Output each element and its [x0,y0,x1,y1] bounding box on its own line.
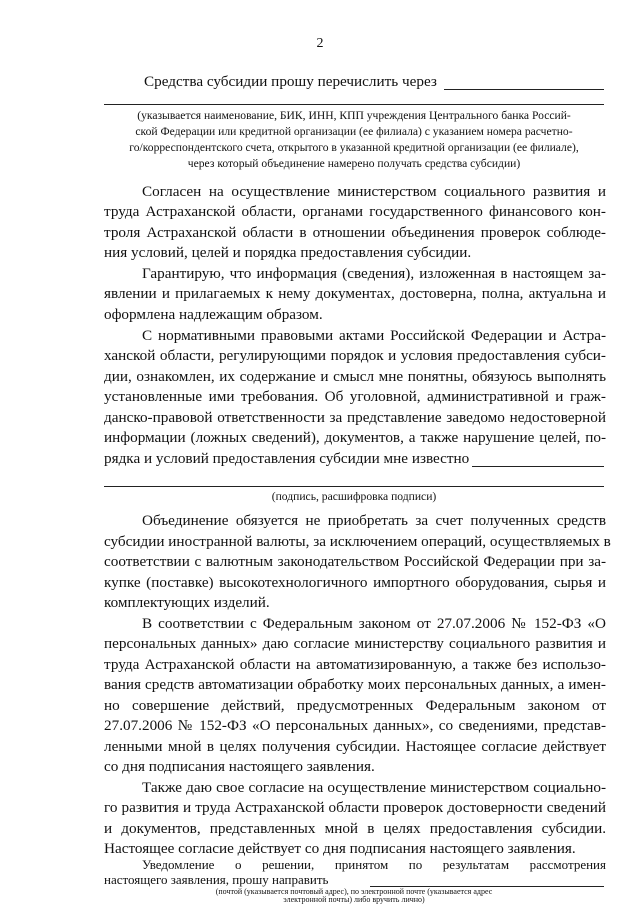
text-line: Также даю свое согласие на осуществление министерством социально- [142,779,606,796]
text-line: настоящего заявления, прошу направить [104,872,329,887]
signature-field-line-a[interactable] [472,466,604,467]
text-line: информации (ложных сведений), документов, а также нарушение целей, по- [104,429,606,446]
text-line: Гарантирую, что информация (сведения), изложенная в настоящем за- [142,265,606,282]
text-line: соответствии с валютным законодательством Российской Федерации при за- [104,553,606,570]
text-line: субсидии иностранной валюты, за исключением операций, осуществляемых в [104,533,611,550]
text-line: данско-правовой ответственности за представление заведомо недостоверной [104,409,606,426]
text-line: труда Астраханской области на автоматизированную, а также без использо- [104,656,606,673]
text-line: и документов, представленных мной в целях предоставления субсидии. [104,820,606,837]
text-line: но совершение действий, предусмотренных Федеральным законом от [104,697,606,714]
text-line: С нормативными правовыми актами Российской Федерации и Астра- [142,327,606,344]
text-line: дии, ознакомлен, их содержание и смысл мне понятны, обязуюсь выполнять [104,368,606,385]
text-line: Согласен на осуществление министерством социального развития и [142,183,606,200]
text-line: троля Астраханской области в отношении объединения проверок соблюде- [104,224,606,241]
text-line: со дня подписания настоящего заявления. [104,758,375,775]
text-line: ханской области, регулирующими порядок и условия предоставления субси- [104,347,606,364]
bank-note-line-2: ской Федерации или кредитной организации (ее филиала) с указанием номера расчетно- [135,125,573,138]
text-line: ленными мной в целях получения субсидии. Настоящее согласие действует [104,738,606,755]
text-line: Уведомление о решении, принятом по результатам рассмотрения [142,857,606,872]
text-line: Объединение обязуется не приобретать за счет полученных средств [142,512,606,529]
page-number: 2 [316,36,324,51]
delivery-note-line-2: электронной почты) либо вручить лично) [283,895,425,904]
text-line: комплектующих изделий. [104,594,270,611]
bank-field-line[interactable] [444,89,604,90]
text-line: купке (поставке) высокотехнологичного импортного оборудования, сырья и [104,574,606,591]
signature-field-line[interactable] [104,486,604,487]
text-line: Настоящее согласие действует со дня подписания настоящего заявления. [104,840,576,857]
text-line: установленные ими требования. Об уголовной, административной и граж- [104,388,606,405]
text-line: 27.07.2006 № 152-ФЗ «О персональных данных», со сведениями, представ- [104,717,606,734]
text-line: вания средств автоматизации обработку моих персональных данных, а имен- [104,676,606,693]
text-line: В соответствии с Федеральным законом от 27.07.2006 № 152-ФЗ «О [142,615,606,632]
text-line: труда Астраханской области, органами государственного финансового кон- [104,203,606,220]
bank-note-line-4: через который объединение намерено получать средства субсидии) [187,157,521,170]
signature-note: (подпись, расшифровка подписи) [271,490,437,503]
subsidy-request-label: Средства субсидии прошу перечислить через [144,73,437,90]
text-line: рядка и условий предоставления субсидии мне известно [104,450,470,467]
bank-field-line-2[interactable] [104,104,604,105]
text-line: го развития и труда Астраханской области проверок достоверности сведений [104,799,606,816]
text-line: ния условий, целей и порядка предоставления субсидии. [104,244,472,261]
bank-note-line-3: го/корреспондентского счета, открытого в указанной кредитной организации (ее филиале), [129,141,579,154]
text-line: явлении и прилагаемых к нему документах, достоверна, полна, актуальна и [104,285,606,302]
delivery-note-line-1: (почтой (указывается почтовый адрес), по электронной почте (указывается адрес [215,887,493,896]
text-line: оформлена надлежащим образом. [104,306,323,323]
text-line: персональных данных» даю согласие министерству социального развития и [104,635,606,652]
bank-note-line-1: (указывается наименование, БИК, ИНН, КПП учреждения Центрального банка Россий- [137,109,571,122]
